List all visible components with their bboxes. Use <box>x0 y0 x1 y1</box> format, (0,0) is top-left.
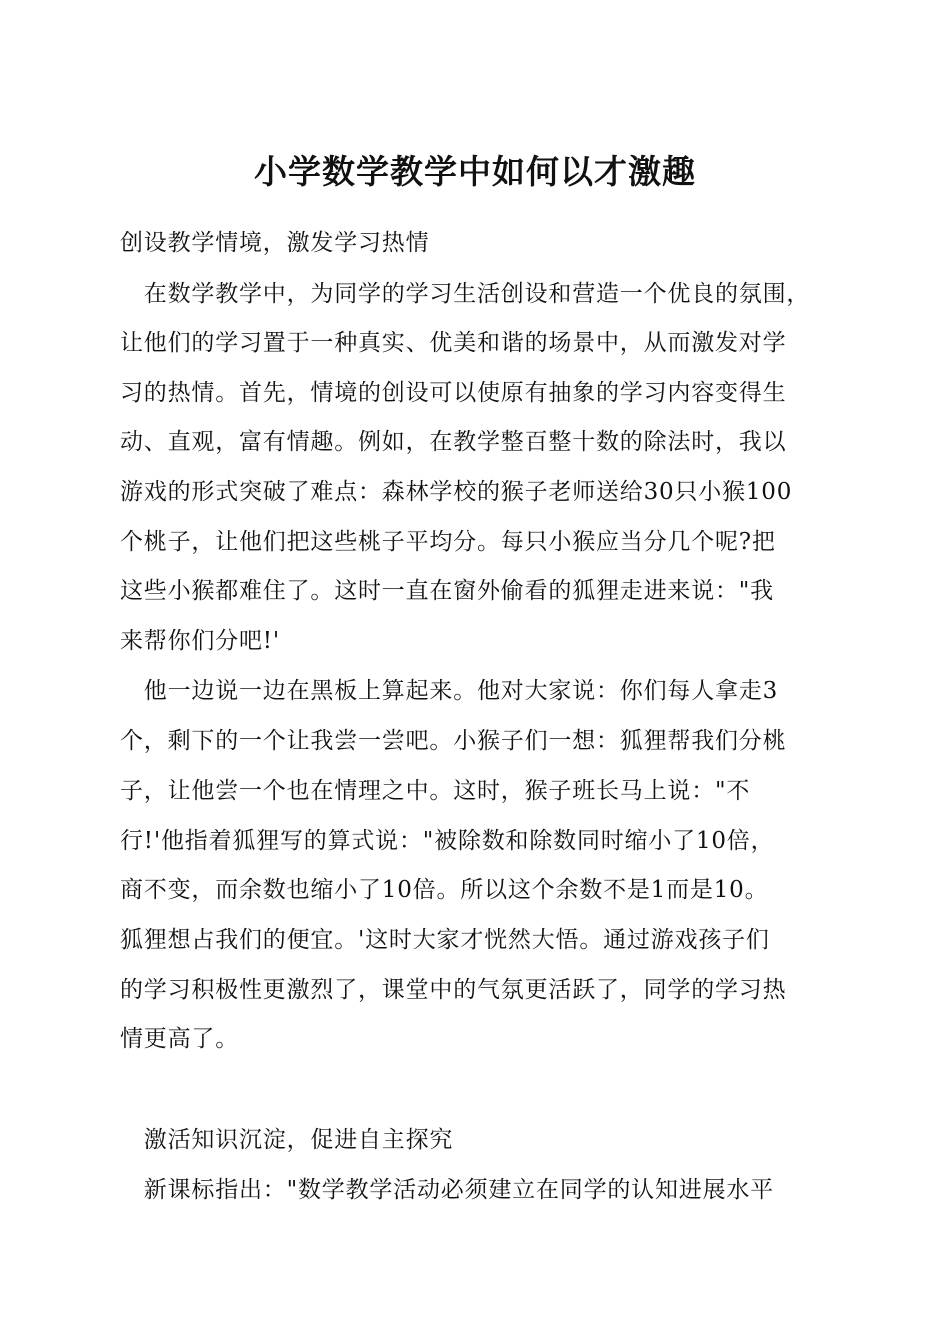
paragraph-line: 习的热情。首先，情境的创设可以使原有抽象的学习内容变得生 <box>120 380 787 406</box>
paragraph-line: 让他们的学习置于一种真实、优美和谐的场景中，从而激发对学 <box>120 330 787 356</box>
paragraph-line: 游戏的形式突破了难点：森林学校的猴子老师送给30只小猴100 <box>120 479 793 505</box>
paragraph-line: 个桃子，让他们把这些桃子平均分。每只小猴应当分几个呢?把 <box>120 529 776 555</box>
paragraph-line: 这些小猴都难住了。这时一直在窗外偷看的狐狸走进来说："我 <box>120 578 774 604</box>
paragraph-line: 情更高了。 <box>120 1026 239 1052</box>
paragraph-line: 在数学教学中，为同学的学习生活创设和营造一个优良的氛围， <box>120 281 811 307</box>
paragraph-line: 个，剩下的一个让我尝一尝吧。小猴子们一想：狐狸帮我们分桃 <box>120 728 787 754</box>
document-title: 小学数学教学中如何以才激趣 <box>254 152 696 191</box>
paragraph-line: 动、直观，富有情趣。例如，在教学整百整十数的除法时，我以 <box>120 429 787 455</box>
paragraph-line: 来帮你们分吧!' <box>120 628 280 654</box>
paragraph-line: 商不变，而余数也缩小了10倍。所以这个余数不是1而是10。 <box>120 877 769 903</box>
section-heading: 激活知识沉淀，促进自主探究 <box>120 1127 454 1153</box>
paragraph-line: 行!'他指着狐狸写的算式说："被除数和除数同时缩小了10倍， <box>120 828 775 854</box>
section-heading: 创设教学情境，激发学习热情 <box>120 230 430 256</box>
paragraph-line: 子，让他尝一个也在情理之中。这时，猴子班长马上说："不 <box>120 778 751 804</box>
paragraph-line: 的学习积极性更激烈了，课堂中的气氛更活跃了，同学的学习热 <box>120 977 787 1003</box>
paragraph-line: 他一边说一边在黑板上算起来。他对大家说：你们每人拿走3 <box>120 678 779 704</box>
paragraph-line: 狐狸想占我们的便宜。'这时大家才恍然大悟。通过游戏孩子们 <box>120 927 770 953</box>
paragraph-line: 新课标指出："数学教学活动必须建立在同学的认知进展水平 <box>120 1177 774 1203</box>
